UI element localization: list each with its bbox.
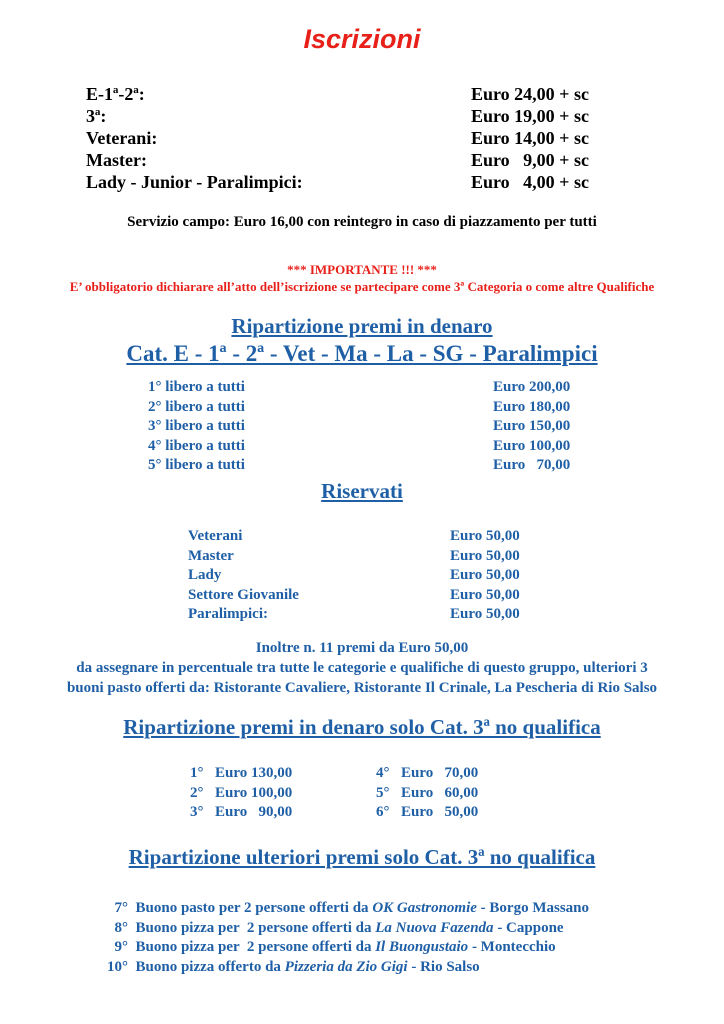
buono-pos: 10° [107, 958, 128, 975]
prize-amount: Euro 200,00 [493, 379, 571, 395]
buono-item [98, 919, 564, 939]
riservati-label: Master [188, 547, 234, 564]
fee-label: 3ª: [86, 106, 107, 126]
prize-label: 3° libero a tutti [148, 418, 245, 434]
riservati-amount: Euro 50,00 [450, 567, 520, 583]
prize-amount: Euro 70,00 [493, 457, 571, 473]
fee-amount: Euro 4,00 + sc [471, 172, 589, 192]
buono-text: Buono pasto per 2 persone offerti da [135, 900, 373, 916]
buono-location: - Cappone [493, 919, 564, 936]
riservati-label: Lady [188, 567, 222, 583]
fee-amount: Euro 24,00 + sc [471, 84, 589, 104]
section2-pos: 2° [190, 784, 204, 801]
prize-amount: Euro 100,00 [493, 437, 571, 454]
riservati-label: Paralimpici: [188, 606, 268, 622]
buono-location: - Montecchio [468, 939, 556, 955]
fee-label: Master: [86, 150, 147, 170]
importante-title: *** IMPORTANTE !!! *** [287, 262, 437, 277]
buono-pos: 9° [114, 939, 128, 955]
riservati-label: Veterani [188, 528, 243, 544]
prize-label: 4° libero a tutti [148, 437, 245, 454]
riservati-amount: Euro 50,00 [450, 606, 520, 622]
section2-pos: 1° [190, 765, 204, 781]
prize-label: 2° libero a tutti [148, 398, 245, 415]
riservati-note-line: da assegnare in percentuale tra tutte le categorie e qualifiche di questo gruppo, ulteriori 3 [76, 660, 648, 676]
section2-amount: Euro 90,00 [215, 804, 293, 820]
importante-text: E’ obbligatorio dichiarare all’atto dell’iscrizione se partecipare come 3ª Categoria o come altre Qualifiche [69, 279, 655, 294]
section1-heading-line2: Cat. E - 1ª - 2ª - Vet - Ma - La - SG - Paralimpici [126, 341, 598, 366]
buono-location: - Borgo Massano [476, 900, 590, 916]
page-title: Iscrizioni [303, 24, 421, 54]
buono-item [98, 938, 556, 958]
fee-label: Lady - Junior - Paralimpici: [86, 172, 303, 192]
fee-label: Veterani: [86, 128, 158, 148]
prize-label: 1° libero a tutti [148, 379, 245, 395]
buono-text: Buono pizza offerto da [135, 958, 285, 975]
fee-amount: Euro 14,00 + sc [471, 128, 589, 148]
riservati-amount: Euro 50,00 [450, 528, 520, 544]
riservati-label: Settore Giovanile [188, 586, 299, 603]
section2-amount: Euro 100,00 [215, 784, 293, 801]
section2-amount: Euro 50,00 [401, 804, 479, 820]
fee-amount: Euro 9,00 + sc [471, 150, 589, 170]
section2-amount: Euro 70,00 [401, 765, 479, 781]
buono-pos: 7° [114, 900, 128, 916]
buono-sponsor: La Nuova Fazenda [375, 919, 494, 936]
section2-amount: Euro 130,00 [215, 765, 293, 781]
riservati-amount: Euro 50,00 [450, 586, 520, 603]
section2-heading: Ripartizione premi in denaro solo Cat. 3ª no qualifica [123, 715, 601, 739]
riservati-amount: Euro 50,00 [450, 547, 520, 564]
prize-amount: Euro 180,00 [493, 398, 571, 415]
fee-label: E-1ª-2ª: [86, 84, 145, 104]
section2-pos: 6° [376, 804, 390, 820]
section3-heading: Ripartizione ulteriori premi solo Cat. 3ª no qualifica [128, 845, 596, 869]
riservati-heading: Riservati [321, 479, 403, 503]
buono-location: - Rio Salso [407, 958, 480, 975]
buono-item [98, 958, 480, 978]
prize-amount: Euro 150,00 [493, 418, 571, 434]
buono-sponsor: Pizzeria da Zio Gigi [284, 958, 408, 975]
buono-text: Buono pizza per 2 persone offerti da [135, 939, 376, 955]
buono-sponsor: OK Gastronomie [372, 900, 477, 916]
section2-pos: 3° [190, 804, 204, 820]
section2-amount: Euro 60,00 [401, 784, 479, 801]
section2-pos: 5° [376, 784, 390, 801]
servizio-campo-note: Servizio campo: Euro 16,00 con reintegro in caso di piazzamento per tutti [127, 214, 597, 230]
section2-pos: 4° [376, 765, 390, 781]
buono-sponsor: Il Buongustaio [375, 939, 469, 955]
buono-text: Buono pizza per 2 persone offerti da [135, 919, 376, 936]
buono-item [98, 899, 589, 919]
buono-pos: 8° [114, 919, 128, 936]
section1-heading-line1: Ripartizione premi in denaro [231, 314, 493, 338]
prize-label: 5° libero a tutti [148, 457, 245, 473]
riservati-note-line: buoni pasto offerti da: Ristorante Cavaliere, Ristorante Il Crinale, La Pescheria di Rio Salso [66, 680, 658, 696]
fee-amount: Euro 19,00 + sc [471, 106, 589, 126]
riservati-note-line: Inoltre n. 11 premi da Euro 50,00 [255, 640, 469, 656]
